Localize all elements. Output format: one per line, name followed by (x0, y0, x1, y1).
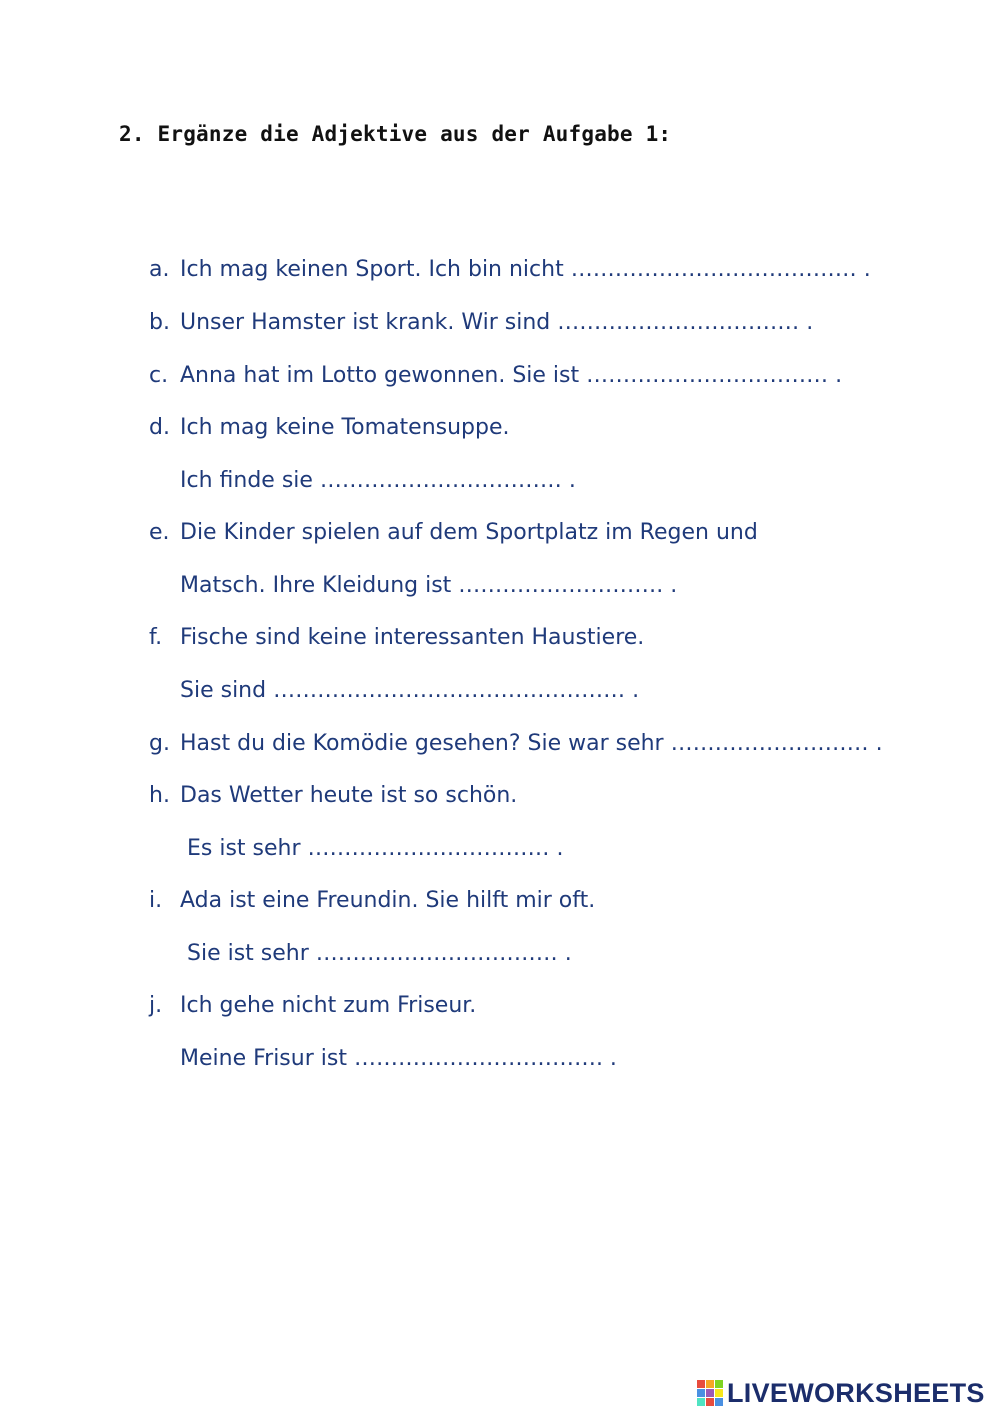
item-letter: e. (149, 520, 170, 545)
item-letter: b. (149, 310, 170, 335)
item-h-continuation: Es ist sehr …………………………… . (180, 836, 564, 861)
item-a (149, 255, 871, 285)
item-text: Unser Hamster ist krank. Wir sind …………………………… . (180, 310, 814, 335)
logo-block (706, 1380, 714, 1388)
item-j (149, 991, 476, 1021)
item-text: Ich gehe nicht zum Friseur. (180, 993, 477, 1018)
item-letter: c. (149, 363, 169, 388)
item-j-continuation: Meine Frisur ist ……………………………. . (180, 1046, 617, 1071)
item-letter: a. (149, 257, 170, 282)
item-text: Ich mag keinen Sport. Ich bin nicht ………………………………… . (180, 257, 871, 282)
item-c (149, 361, 842, 391)
logo-block (697, 1398, 705, 1406)
item-d (149, 413, 510, 443)
item-text: Ada ist eine Freundin. Sie hilft mir oft. (180, 888, 596, 913)
item-g (149, 729, 883, 759)
item-letter: f. (149, 625, 163, 650)
item-text: Fische sind keine interessanten Haustiere. (180, 625, 645, 650)
logo-block (715, 1389, 723, 1397)
item-f-continuation: Sie sind ………………………………………… . (180, 678, 640, 703)
item-f (149, 623, 644, 653)
logo-block (715, 1398, 723, 1406)
item-i-continuation: Sie ist sehr …………………………… . (180, 941, 572, 966)
item-letter: i. (149, 888, 163, 913)
item-e (149, 518, 758, 548)
item-e-continuation: Matsch. Ihre Kleidung ist ………………………. . (180, 573, 678, 598)
logo-block (715, 1380, 723, 1388)
logo-block (697, 1389, 705, 1397)
item-d-continuation: Ich finde sie …………………………… . (180, 468, 576, 493)
item-text: Die Kinder spielen auf dem Sportplatz im Regen und (180, 520, 758, 545)
item-text: Das Wetter heute ist so schön. (180, 783, 518, 808)
item-text: Ich mag keine Tomatensuppe. (180, 415, 510, 440)
logo-block (706, 1398, 714, 1406)
item-letter: h. (149, 783, 170, 808)
item-letter: d. (149, 415, 170, 440)
logo-block (697, 1380, 705, 1388)
item-letter: g. (149, 731, 170, 756)
item-b (149, 308, 813, 338)
item-letter: j. (149, 993, 163, 1018)
item-h (149, 781, 517, 811)
liveworksheets-logo (697, 1378, 985, 1408)
item-i (149, 886, 595, 916)
exercise-title: 2. Ergänze die Adjektive aus der Aufgabe 1: (119, 122, 672, 146)
logo-blocks-icon (697, 1380, 723, 1406)
item-text: Anna hat im Lotto gewonnen. Sie ist …………………………… . (180, 363, 843, 388)
item-text: Hast du die Komödie gesehen? Sie war sehr ……………………… . (180, 731, 883, 756)
logo-block (706, 1389, 714, 1397)
logo-text: LIVEWORKSHEETS (727, 1377, 985, 1408)
